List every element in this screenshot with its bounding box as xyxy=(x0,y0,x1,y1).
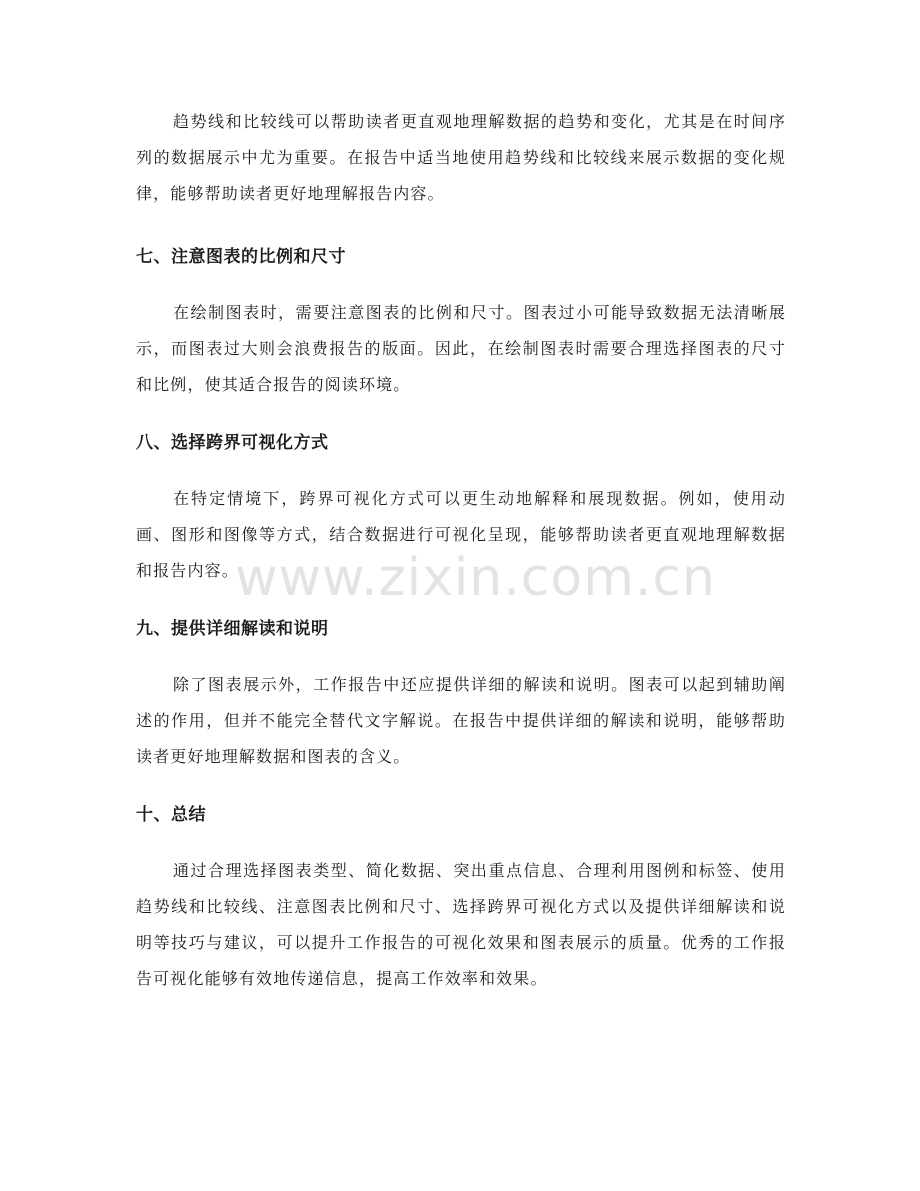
paragraph-explanation: 除了图表展示外，工作报告中还应提供详细的解读和说明。图表可以起到辅助阐述的作用，但并不能完全替代文字解说。在报告中提供详细的解读和说明，能够帮助读者更好地理解数据和图表的含义。 xyxy=(136,675,786,766)
paragraph-ratio-size: 在绘制图表时，需要注意图表的比例和尺寸。图表过小可能导致数据无法清晰展示，而图表过大则会浪费报告的版面。因此，在绘制图表时需要合理选择图表的尺寸和比例，使其适合报告的阅读环境。 xyxy=(136,303,786,394)
section-heading-10: 十、总结 xyxy=(136,805,206,825)
paragraph-summary: 通过合理选择图表类型、简化数据、突出重点信息、合理利用图例和标签、使用趋势线和比较线、注意图表比例和尺寸、选择跨界可视化方式以及提供详细解读和说明等技巧与建议，可以提升工作报告的可视化效果和图表展示的质量。优秀的工作报告可视化能够有效地传递信息，提高工作效率和效果。 xyxy=(136,861,786,988)
paragraph-trend-lines: 趋势线和比较线可以帮助读者更直观地理解数据的趋势和变化，尤其是在时间序列的数据展示中尤为重要。在报告中适当地使用趋势线和比较线来展示数据的变化规律，能够帮助读者更好地理解报告内容。 xyxy=(136,112,786,203)
paragraph-cross-visualization: 在特定情境下，跨界可视化方式可以更生动地解释和展现数据。例如，使用动画、图形和图像等方式，结合数据进行可视化呈现，能够帮助读者更直观地理解数据和报告内容。 xyxy=(136,489,786,580)
section-heading-8: 八、选择跨界可视化方式 xyxy=(136,433,329,453)
section-heading-9: 九、提供详细解读和说明 xyxy=(136,619,329,639)
document-body xyxy=(136,104,786,997)
section-heading-7: 七、注意图表的比例和尺寸 xyxy=(136,247,346,267)
watermark: www.zixin.com.cn xyxy=(235,548,716,608)
